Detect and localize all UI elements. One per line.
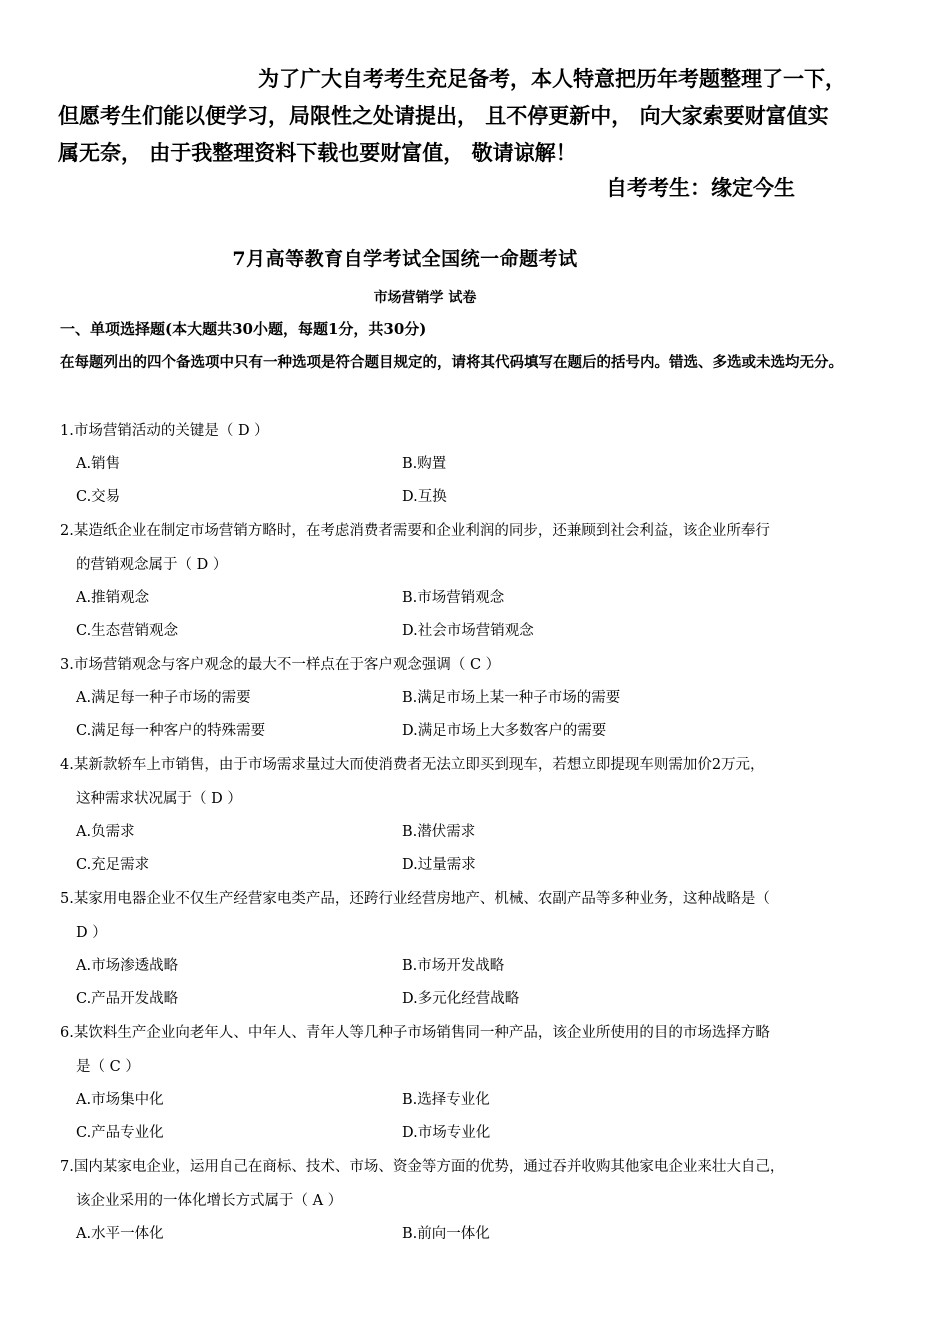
answer-option: D.满足市场上大多数客户的需要 (402, 723, 607, 739)
instructions: 在每题列出的四个备选项中只有一种选项是符合题目规定的，请将其代码填写在题后的括号内。错选、多选或未选均无分。 (60, 354, 843, 371)
exam-subtitle: 市场营销学 试卷 (373, 290, 477, 306)
answer-option: A.市场渗透战略 (76, 958, 179, 974)
answer-option: C.产品开发战略 (76, 991, 179, 1007)
answer-option: A.销售 (76, 456, 121, 472)
question-stem: 6.某饮料生产企业向老年人、中年人、青年人等几种子市场销售同一种产品，该企业所使用的目的市场选择方略 (60, 1025, 770, 1041)
intro-line-2: 但愿考生们能以便学习，局限性之处请提出， 且不停更新中， 向大家索要财富值实 (58, 103, 829, 128)
question-stem: 3.市场营销观念与客户观念的最大不一样点在于客户观念强调（ C ） (60, 657, 501, 673)
answer-options (0, 950, 950, 1016)
answer-option: D.社会市场营销观念 (402, 623, 534, 639)
question-stem-continued: 的营销观念属于（ D ） (76, 557, 228, 573)
intro-line-3: 属无奈， 由于我整理资料下载也要财富值， 敬请谅解！ (58, 140, 577, 165)
question-stem-continued: 该企业采用的一体化增长方式属于（ A ） (76, 1193, 343, 1209)
answer-option: A.水平一体化 (76, 1226, 164, 1242)
intro-line-1: 为了广大自考考生充足备考，本人特意把历年考题整理了一下， (258, 66, 846, 91)
section-heading: 一、单项选择题(本大题共30小题，每题1分，共30分) (60, 320, 427, 338)
answer-options (0, 1084, 950, 1150)
question-stem-continued: 是（ C ） (76, 1059, 140, 1075)
answer-option: C.充足需求 (76, 857, 150, 873)
answer-options (0, 816, 950, 882)
question-item (0, 748, 950, 882)
answer-option: D.过量需求 (402, 857, 476, 873)
answer-option: A.负需求 (76, 824, 135, 840)
answer-options (0, 1218, 950, 1251)
question-item (0, 648, 950, 748)
answer-option: D.市场专业化 (402, 1125, 491, 1141)
question-stem: 1.市场营销活动的关键是（ D ） (60, 423, 269, 439)
question-item (0, 1150, 950, 1251)
answer-option: B.满足市场上某一种子市场的需要 (402, 690, 621, 706)
answer-option: B.市场营销观念 (402, 590, 505, 606)
question-item (0, 514, 950, 648)
answer-option: C.生态营销观念 (76, 623, 179, 639)
question-item (0, 1016, 950, 1150)
answer-option: C.交易 (76, 489, 121, 505)
answer-option: A.满足每一种子市场的需要 (76, 690, 251, 706)
answer-option: A.推销观念 (76, 590, 150, 606)
answer-options (0, 448, 950, 514)
question-item (0, 882, 950, 1016)
answer-options (0, 582, 950, 648)
answer-option: A.市场集中化 (76, 1092, 164, 1108)
question-stem: 2.某造纸企业在制定市场营销方略时，在考虑消费者需要和企业利润的同步，还兼顾到社会利益，该企业所奉行 (60, 523, 770, 539)
answer-option: B.购置 (402, 456, 447, 472)
answer-option: B.市场开发战略 (402, 958, 505, 974)
answer-options (0, 682, 950, 748)
answer-option: D.多元化经营战略 (402, 991, 520, 1007)
answer-option: B.选择专业化 (402, 1092, 490, 1108)
question-stem: 7.国内某家电企业，运用自己在商标、技术、市场、资金等方面的优势，通过吞并收购其他家电企业来壮大自己， (60, 1159, 785, 1175)
question-stem-continued: 这种需求状况属于（ D ） (76, 791, 242, 807)
question-list (0, 414, 950, 1251)
exam-title: 7月高等教育自学考试全国统一命题考试 (232, 248, 578, 270)
answer-option: C.满足每一种客户的特殊需要 (76, 723, 266, 739)
question-stem: 4.某新款轿车上市销售，由于市场需求量过大而使消费者无法立即买到现车，若想立即提现车则需加价2万元， (60, 757, 765, 773)
question-stem: 5.某家用电器企业不仅生产经营家电类产品，还跨行业经营房地产、机械、农副产品等多种业务，这种战略是（ (60, 891, 770, 907)
signature: 自考考生：缘定今生 (606, 175, 795, 200)
question-stem-continued: D ） (76, 925, 107, 941)
question-item (0, 414, 950, 514)
answer-option: D.互换 (402, 489, 447, 505)
answer-option: B.前向一体化 (402, 1226, 490, 1242)
answer-option: C.产品专业化 (76, 1125, 164, 1141)
answer-option: B.潜伏需求 (402, 824, 476, 840)
